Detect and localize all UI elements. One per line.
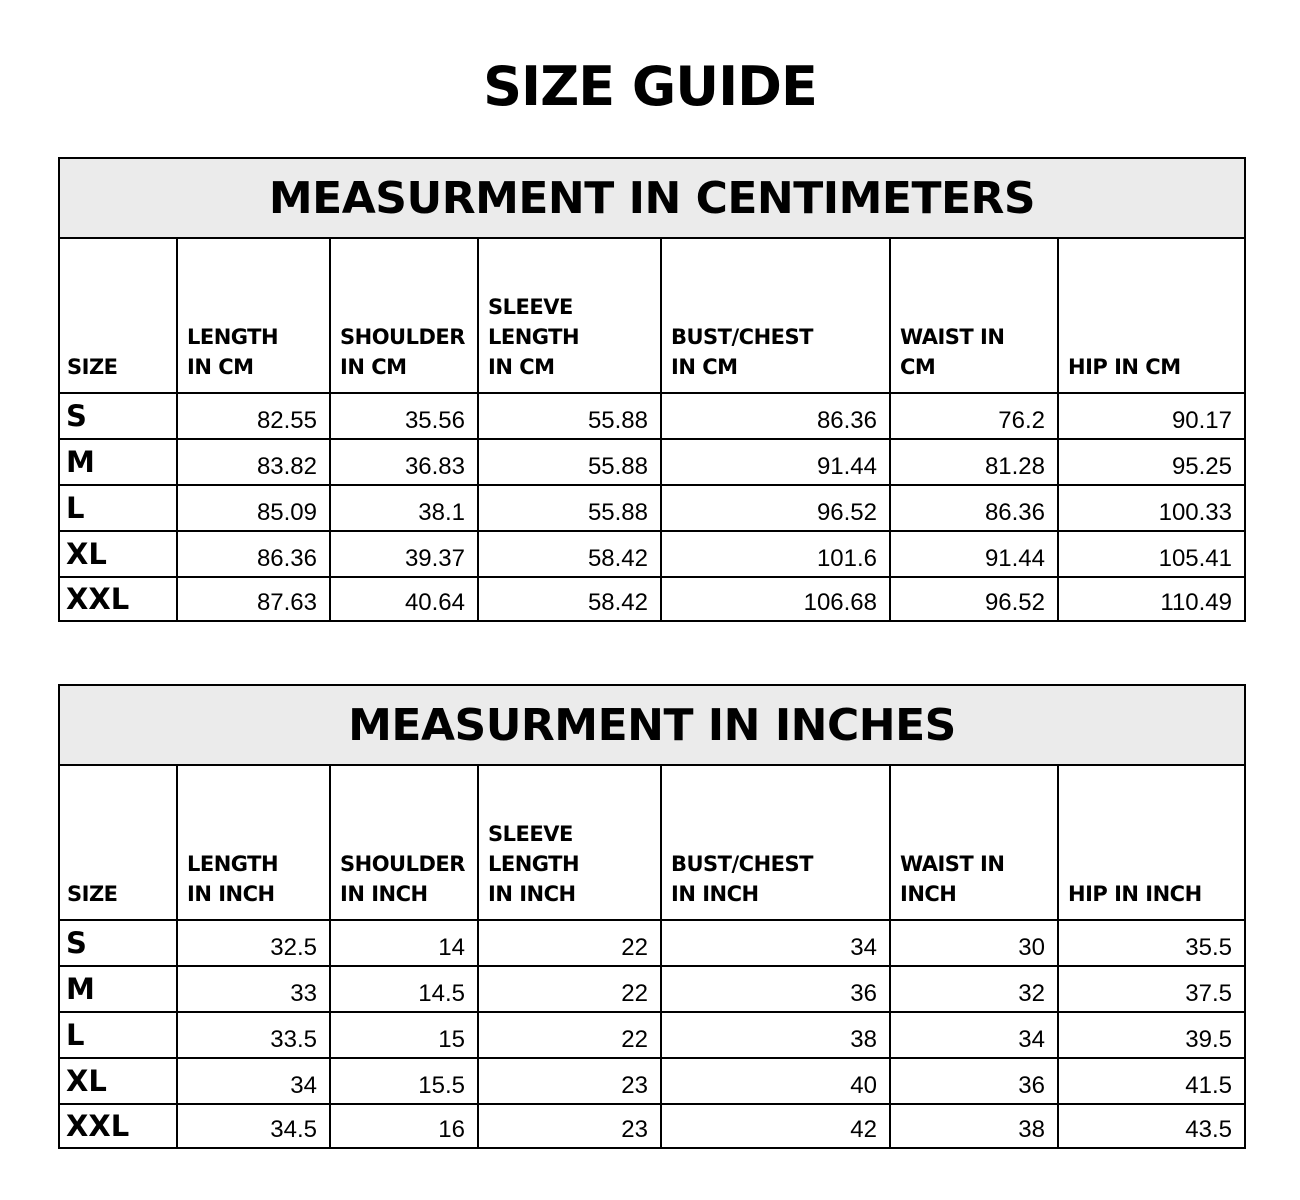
- size-label: M: [59, 966, 177, 1012]
- measurement-value: 32.5: [177, 920, 330, 966]
- column-header: HIP IN INCH: [1058, 765, 1245, 920]
- measurement-value: 86.36: [661, 393, 890, 439]
- measurement-value: 16: [330, 1104, 478, 1148]
- table-row: [59, 577, 1245, 621]
- table-row: [59, 920, 1245, 966]
- measurement-value: 22: [478, 920, 661, 966]
- measurement-value: 90.17: [1058, 393, 1245, 439]
- measurement-value: 38.1: [330, 485, 478, 531]
- measurement-value: 14.5: [330, 966, 478, 1012]
- measurement-value: 58.42: [478, 531, 661, 577]
- measurement-value: 55.88: [478, 393, 661, 439]
- measurement-value: 23: [478, 1104, 661, 1148]
- measurement-value: 91.44: [890, 531, 1058, 577]
- column-header: SLEEVE LENGTH IN CM: [478, 238, 661, 393]
- table-caption: MEASURMENT IN CENTIMETERS: [59, 158, 1245, 238]
- column-header: BUST/CHEST IN INCH: [661, 765, 890, 920]
- column-header: SHOULDER IN INCH: [330, 765, 478, 920]
- size-label: S: [59, 393, 177, 439]
- size-label: S: [59, 920, 177, 966]
- measurement-value: 96.52: [661, 485, 890, 531]
- measurement-value: 22: [478, 966, 661, 1012]
- measurement-value: 40.64: [330, 577, 478, 621]
- table-row: [59, 485, 1245, 531]
- measurement-value: 30: [890, 920, 1058, 966]
- measurement-value: 22: [478, 1012, 661, 1058]
- column-header: BUST/CHEST IN CM: [661, 238, 890, 393]
- measurement-value: 34: [661, 920, 890, 966]
- measurement-value: 95.25: [1058, 439, 1245, 485]
- caption-row: [59, 158, 1245, 238]
- header-row: [59, 238, 1245, 393]
- measurement-value: 36.83: [330, 439, 478, 485]
- measurement-value: 15.5: [330, 1058, 478, 1104]
- measurement-value: 110.49: [1058, 577, 1245, 621]
- measurement-value: 15: [330, 1012, 478, 1058]
- measurement-value: 81.28: [890, 439, 1058, 485]
- measurement-value: 32: [890, 966, 1058, 1012]
- size-label: L: [59, 1012, 177, 1058]
- measurement-value: 83.82: [177, 439, 330, 485]
- measurement-value: 39.37: [330, 531, 478, 577]
- caption-row: [59, 685, 1245, 765]
- measurement-value: 35.56: [330, 393, 478, 439]
- size-label: XL: [59, 531, 177, 577]
- page-title: SIZE GUIDE: [483, 55, 817, 118]
- measurement-value: 96.52: [890, 577, 1058, 621]
- measurement-value: 82.55: [177, 393, 330, 439]
- table-row: [59, 531, 1245, 577]
- measurement-value: 101.6: [661, 531, 890, 577]
- measurement-value: 14: [330, 920, 478, 966]
- measurement-value: 35.5: [1058, 920, 1245, 966]
- column-header: SLEEVE LENGTH IN INCH: [478, 765, 661, 920]
- measurement-value: 42: [661, 1104, 890, 1148]
- table-caption: MEASURMENT IN INCHES: [59, 685, 1245, 765]
- size-label: XXL: [59, 1104, 177, 1148]
- measurement-value: 85.09: [177, 485, 330, 531]
- measurement-value: 23: [478, 1058, 661, 1104]
- measurement-value: 33.5: [177, 1012, 330, 1058]
- measurement-value: 38: [661, 1012, 890, 1058]
- measurement-value: 86.36: [890, 485, 1058, 531]
- measurement-value: 43.5: [1058, 1104, 1245, 1148]
- column-header: HIP IN CM: [1058, 238, 1245, 393]
- size-label: M: [59, 439, 177, 485]
- measurement-value: 86.36: [177, 531, 330, 577]
- size-table-centimeters: [58, 157, 1246, 622]
- measurement-value: 100.33: [1058, 485, 1245, 531]
- table-row: [59, 1104, 1245, 1148]
- measurement-value: 91.44: [661, 439, 890, 485]
- measurement-value: 39.5: [1058, 1012, 1245, 1058]
- measurement-value: 34: [890, 1012, 1058, 1058]
- measurement-value: 106.68: [661, 577, 890, 621]
- measurement-value: 38: [890, 1104, 1058, 1148]
- table-row: [59, 439, 1245, 485]
- measurement-value: 33: [177, 966, 330, 1012]
- table-row: [59, 1058, 1245, 1104]
- measurement-value: 34: [177, 1058, 330, 1104]
- measurement-value: 76.2: [890, 393, 1058, 439]
- measurement-value: 36: [890, 1058, 1058, 1104]
- size-label: XXL: [59, 577, 177, 621]
- size-label: L: [59, 485, 177, 531]
- column-header: SHOULDER IN CM: [330, 238, 478, 393]
- column-header: SIZE: [59, 238, 177, 393]
- measurement-value: 36: [661, 966, 890, 1012]
- header-row: [59, 765, 1245, 920]
- measurement-value: 40: [661, 1058, 890, 1104]
- measurement-value: 58.42: [478, 577, 661, 621]
- column-header: LENGTH IN INCH: [177, 765, 330, 920]
- measurement-value: 41.5: [1058, 1058, 1245, 1104]
- measurement-value: 37.5: [1058, 966, 1245, 1012]
- measurement-value: 55.88: [478, 439, 661, 485]
- table-row: [59, 393, 1245, 439]
- size-table-inches: [58, 684, 1246, 1149]
- measurement-value: 55.88: [478, 485, 661, 531]
- measurement-value: 87.63: [177, 577, 330, 621]
- table-row: [59, 1012, 1245, 1058]
- column-header: WAIST IN INCH: [890, 765, 1058, 920]
- column-header: WAIST IN CM: [890, 238, 1058, 393]
- size-label: XL: [59, 1058, 177, 1104]
- measurement-value: 34.5: [177, 1104, 330, 1148]
- table-row: [59, 966, 1245, 1012]
- column-header: SIZE: [59, 765, 177, 920]
- measurement-value: 105.41: [1058, 531, 1245, 577]
- column-header: LENGTH IN CM: [177, 238, 330, 393]
